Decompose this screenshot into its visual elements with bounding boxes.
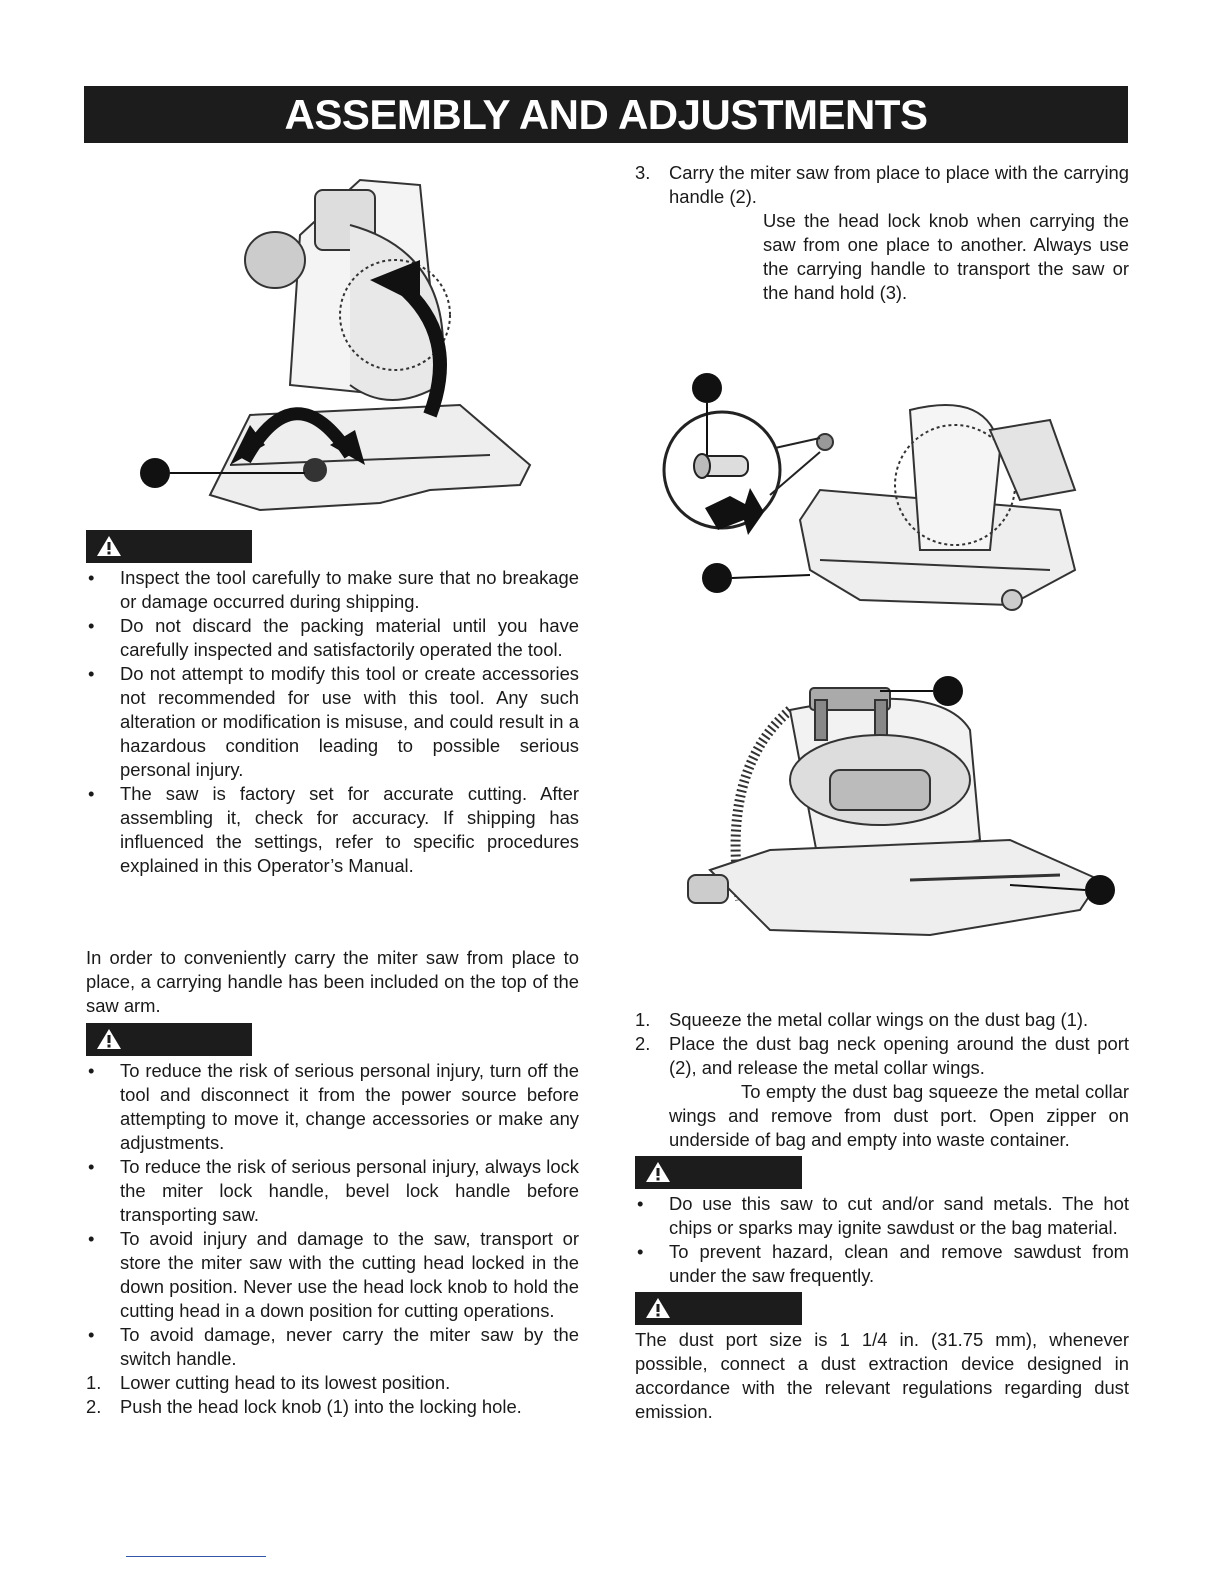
step-text: Lower cutting head to its lowest position. [120, 1372, 451, 1393]
list-item [635, 1032, 1129, 1080]
carry-intro-text: In order to conveniently carry the miter saw from place to place, a carrying handle has been included on the top of the saw arm. [86, 947, 579, 1016]
miter-saw-bevel-illustration [130, 165, 560, 515]
step-number: 3. [635, 162, 651, 183]
carry-step3 [635, 161, 1129, 305]
list-item: • Do not attempt to modify this tool or create accessories not recommended for use with this tool. Any such alteration or modification is misuse, and could result in a hazardous condition leading to possible serious personal injury. [86, 662, 579, 782]
warning-triangle-icon [96, 535, 122, 557]
list-item: • Do use this saw to cut and/or sand metals. The hot chips or sparks may ignite sawdust or the bag material. [635, 1192, 1129, 1240]
warning-triangle-icon [96, 1028, 122, 1050]
warning4-paragraph [635, 1328, 1129, 1424]
step-text: Push the head lock knob (1) into the locking hole. [120, 1396, 522, 1417]
list-item [86, 1371, 579, 1395]
list-item: • To prevent hazard, clean and remove sawdust from under the saw frequently. [635, 1240, 1129, 1288]
warning-bar [635, 1292, 802, 1325]
head-lock-knob-illustration [660, 370, 1080, 620]
footer-divider [126, 1556, 266, 1557]
step-text: Squeeze the metal collar wings on the dust bag (1). [669, 1009, 1089, 1030]
carry-intro-paragraph [86, 946, 579, 1018]
step3-note: Use the head lock knob when carrying the saw from one place to another. Always use the carrying handle to transport the saw or the hand hold (3). [763, 210, 1129, 303]
warning2-list [86, 1059, 579, 1419]
list-item [635, 161, 1129, 209]
step-number: 1. [635, 1009, 651, 1030]
step-text: Carry the miter saw from place to place with the carrying handle (2). [669, 162, 1129, 207]
warning-bar [86, 530, 252, 563]
dust-bag-steps [635, 1008, 1129, 1152]
warning-triangle-icon [645, 1161, 671, 1183]
dust-port-note: The dust port size is 1 1/4 in. (31.75 mm), whenever possible, connect a dust extraction device designed in accordance with the relevant regulations regarding dust emission. [635, 1329, 1129, 1422]
step-number: 2. [86, 1396, 102, 1417]
dust-note: To empty the dust bag squeeze the metal collar wings and remove from dust port. Open zipper on underside of bag and empty into waste container. [669, 1081, 1129, 1150]
warning-bar [86, 1023, 252, 1056]
list-item: • To avoid damage, never carry the miter saw by the switch handle. [86, 1323, 579, 1371]
warning-triangle-icon [645, 1297, 671, 1319]
step-number: 2. [635, 1033, 651, 1054]
list-item [86, 1395, 579, 1419]
list-item: • To avoid injury and damage to the saw, transport or store the miter saw with the cutting head locked in the down position. Never use the head lock knob to hold the cutting head in a down position for cutting operations. [86, 1227, 579, 1323]
warning3-list [635, 1192, 1129, 1288]
warning1-list [86, 566, 579, 878]
section-title-banner: ASSEMBLY AND ADJUSTMENTS [84, 86, 1128, 143]
list-item: • Do not discard the packing material until you have carefully inspected and satisfactorily operated the tool. [86, 614, 579, 662]
list-item: • To reduce the risk of serious personal injury, turn off the tool and disconnect it from the power source before attempting to move it, change accessories or make any adjustments. [86, 1059, 579, 1155]
warning-bar [635, 1156, 802, 1189]
carrying-handle-illustration [680, 670, 1120, 945]
list-item: • Inspect the tool carefully to make sure that no breakage or damage occurred during shipping. [86, 566, 579, 614]
step-text: Place the dust bag neck opening around the dust port (2), and release the metal collar wings. [669, 1033, 1129, 1078]
list-item [635, 1008, 1129, 1032]
list-item: • The saw is factory set for accurate cutting. After assembling it, check for accuracy. If shipping has influenced the settings, refer to specific procedures explained in this Operator’s Manual. [86, 782, 579, 878]
list-item: • To reduce the risk of serious personal injury, always lock the miter lock handle, bevel lock handle before transporting saw. [86, 1155, 579, 1227]
step-number: 1. [86, 1372, 102, 1393]
